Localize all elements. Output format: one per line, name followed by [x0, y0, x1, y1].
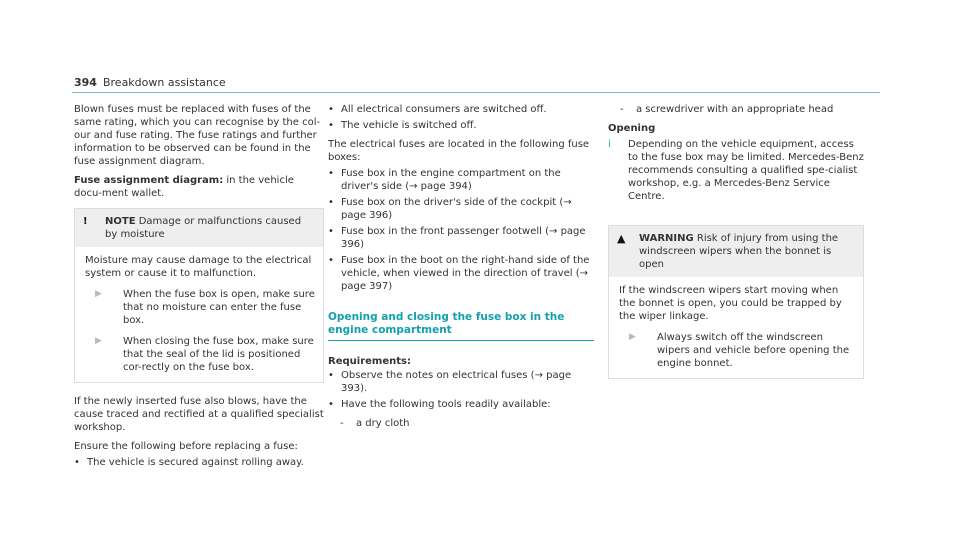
sub-list-item-text: a dry cloth	[356, 418, 410, 429]
bullet-icon: •	[328, 226, 334, 237]
list-item-text: Fuse box in the front passenger footwell (→ page 396)	[341, 226, 586, 250]
column-3	[608, 103, 864, 379]
list-item	[328, 167, 594, 193]
warning-header	[609, 226, 863, 277]
note-step-text: When closing the fuse box, make sure that the seal of the lid is positioned cor-rectly on the fuse box.	[123, 336, 314, 373]
list-item	[328, 119, 594, 132]
bullet-icon: •	[328, 120, 334, 131]
sub-list-item	[608, 103, 864, 116]
bullet-icon: •	[74, 457, 80, 468]
paragraph-fuse-diagram	[74, 174, 324, 200]
exclamation-icon: !	[83, 216, 88, 227]
warning-label: WARNING	[639, 233, 694, 244]
paragraph-newly-inserted: If the newly inserted fuse also blows, have the cause traced and rectified at a qualified specialist workshop.	[74, 396, 324, 433]
paragraph-fuse-boxes: The electrical fuses are located in the following fuse boxes:	[328, 139, 590, 163]
fuse-diagram-text: in the vehicle docu-ment wallet.	[74, 175, 294, 199]
warning-heading	[639, 232, 855, 271]
note-heading	[105, 215, 315, 241]
paragraph-ensure: Ensure the following before replacing a fuse:	[74, 441, 298, 452]
chapter-title: Breakdown assistance	[102, 76, 226, 89]
dash-marker: -	[620, 104, 624, 115]
paragraph-blown-fuses: Blown fuses must be replaced with fuses of the same rating, which you can recognise by the col-our and fuse rating. The fuse ratings and further information to be observed can be found in the fuse assignment diagram.	[74, 104, 321, 167]
list-item-text: The vehicle is switched off.	[341, 120, 477, 131]
note-step	[85, 335, 315, 374]
list-item-text: The vehicle is secured against rolling away.	[87, 457, 304, 468]
dash-marker: -	[340, 418, 344, 429]
warning-body	[609, 277, 863, 378]
arrow-right-icon: ▶	[95, 289, 102, 299]
bullet-icon: •	[328, 255, 334, 266]
list-item-text: Have the following tools readily available:	[341, 399, 551, 410]
note-body	[75, 247, 323, 382]
list-item	[74, 456, 324, 469]
bullet-icon: •	[328, 370, 334, 381]
bullet-icon: •	[328, 399, 334, 410]
column-2	[328, 103, 594, 430]
bullet-icon: •	[328, 168, 334, 179]
column-1	[74, 103, 324, 469]
info-note	[608, 138, 864, 203]
list-item-text: Observe the notes on electrical fuses (→ page 393).	[341, 370, 572, 394]
sub-list-item	[328, 417, 594, 430]
note-step	[85, 288, 315, 327]
fuse-diagram-label: Fuse assignment diagram:	[74, 175, 224, 186]
warning-step	[619, 331, 855, 370]
page-number: 394	[74, 76, 97, 89]
info-icon: i	[608, 139, 611, 150]
warning-text: If the windscreen wipers start moving when the bonnet is open, you could be trapped by the wiper linkage.	[619, 285, 842, 322]
list-item-text: All electrical consumers are switched off.	[341, 104, 547, 115]
opening-heading: Opening	[608, 123, 656, 134]
list-item-text: Fuse box in the engine compartment on the driver's side (→ page 394)	[341, 168, 561, 192]
list-item	[328, 398, 594, 411]
note-box	[74, 208, 324, 383]
arrow-right-icon: ▶	[95, 336, 102, 346]
list-item-text: Fuse box on the driver's side of the cockpit (→ page 396)	[341, 197, 572, 221]
list-item	[328, 103, 594, 116]
arrow-right-icon: ▶	[629, 332, 636, 342]
bullet-icon: •	[328, 104, 334, 115]
bullet-icon: •	[328, 197, 334, 208]
note-text: Moisture may cause damage to the electrical system or cause it to malfunction.	[85, 255, 312, 279]
note-label: NOTE	[105, 216, 136, 227]
sub-list-item-text: a screwdriver with an appropriate head	[636, 104, 834, 115]
list-item	[328, 369, 594, 395]
warning-step-text: Always switch off the windscreen wipers and vehicle before opening the engine bonnet.	[657, 332, 850, 369]
header-divider	[72, 92, 880, 93]
note-heading-text: Damage or malfunctions caused by moisture	[105, 216, 302, 240]
info-note-text: Depending on the vehicle equipment, access to the fuse box may be limited. Mercedes-Benz recommends consulting a qualified spe-cialist workshop, e.g. a Mercedes-Benz Service Centre.	[628, 139, 864, 202]
list-item	[328, 196, 594, 222]
note-header	[75, 209, 323, 247]
list-item-text: Fuse box in the boot on the right-hand side of the vehicle, when viewed in the direction of travel (→ page 397)	[341, 255, 590, 292]
list-item	[328, 254, 594, 293]
list-item	[328, 225, 594, 251]
warning-heading-text: Risk of injury from using the windscreen wipers when the bonnet is open	[639, 233, 839, 270]
requirements-label: Requirements:	[328, 356, 411, 367]
warning-triangle-icon: ▲	[617, 232, 626, 245]
note-step-text: When the fuse box is open, make sure that no moisture can enter the fuse box.	[123, 289, 315, 326]
page-header	[74, 76, 226, 89]
section-heading: Opening and closing the fuse box in the engine compartment	[328, 311, 594, 341]
warning-box	[608, 225, 864, 379]
